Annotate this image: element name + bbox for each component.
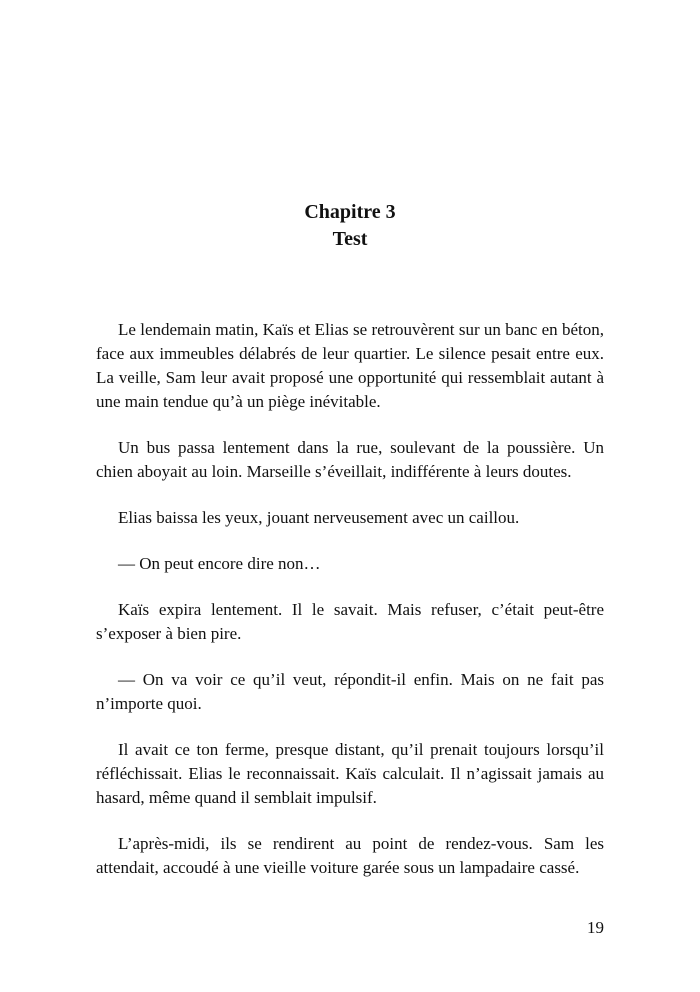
paragraph: Le lendemain matin, Kaïs et Elias se retrouvèrent sur un banc en béton, face aux immeubles délabrés de leur quartier. Le silence pesait entre eux. La veille, Sam leur avait proposé une opportunité qui ressemblait autant à une main tendue qu’à un piège inévitable.	[96, 320, 604, 411]
paragraph: Elias baissa les yeux, jouant nerveusement avec un caillou.	[118, 508, 520, 527]
paragraph: Un bus passa lentement dans la rue, soulevant de la poussière. Un chien aboyait au loin. Marseille s’éveillait, indifférente à leurs doutes.	[96, 438, 604, 481]
paragraph: Il avait ce ton ferme, presque distant, qu’il prenait toujours lorsqu’il réfléchissait. Elias le reconnaissait. Kaïs calculait. Il n’agissait jamais au hasard, même quand il semblait impulsif.	[96, 740, 604, 807]
chapter-heading	[0, 199, 700, 253]
dialogue-paragraph: — On peut encore dire non…	[118, 554, 321, 573]
dialogue-paragraph: — On va voir ce qu’il veut, répondit-il enfin. Mais on ne fait pas n’importe quoi.	[96, 670, 604, 713]
chapter-title: Test	[332, 228, 368, 250]
paragraph: Kaïs expira lentement. Il le savait. Mais refuser, c’était peut-être s’exposer à bien pire.	[96, 600, 604, 643]
page-number: 19	[587, 918, 604, 937]
paragraph: L’après-midi, ils se rendirent au point de rendez-vous. Sam les attendait, accoudé à une vieille voiture garée sous un lampadaire cassé.	[96, 834, 604, 877]
chapter-number: Chapitre 3	[304, 201, 396, 223]
chapter-body	[96, 318, 604, 902]
